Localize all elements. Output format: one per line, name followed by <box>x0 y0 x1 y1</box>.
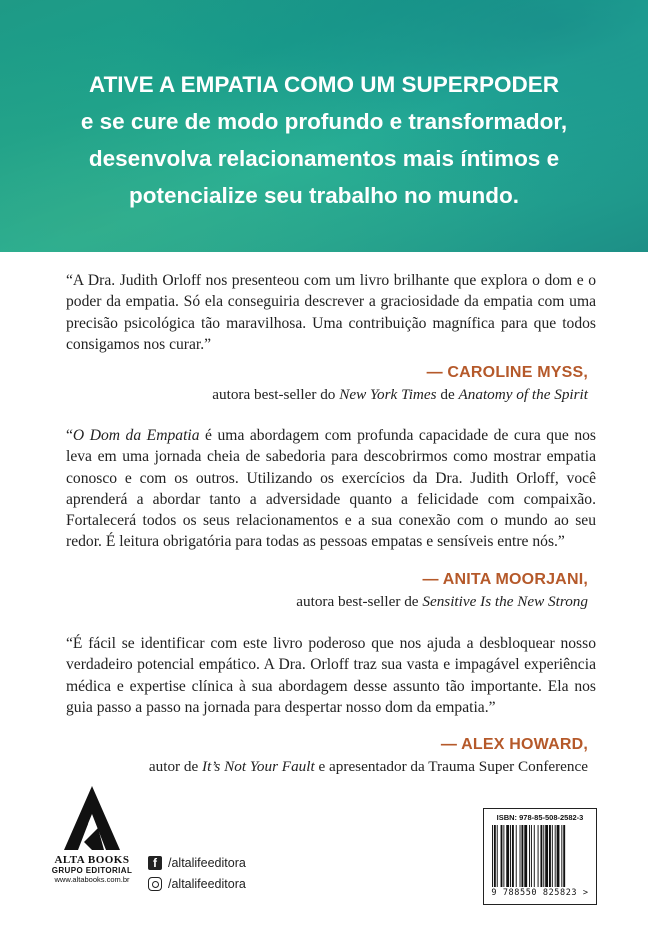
credit-text: autora best-seller de <box>296 593 423 610</box>
testimonial-2 <box>66 425 596 553</box>
instagram-text: /altalifeeditora <box>168 877 246 891</box>
quote-mark: “ <box>66 427 73 444</box>
testimonial-1-text: “A Dra. Judith Orloff nos presenteou com um livro brilhante que explora o dom e o poder da empatia. Só ela conseguiria descrever a graciosidade da empatia com uma precisão psicológica tão maravilhosa. Uma contribuição magnífica para que todos consigamos nos curar.” <box>66 272 596 353</box>
isbn-label: ISBN: 978-85-508-2582-3 <box>496 813 584 822</box>
barcode-bar <box>510 825 511 887</box>
publisher-logo <box>46 784 138 884</box>
barcode-bar <box>534 825 535 887</box>
barcode-bar <box>516 825 517 887</box>
barcode-bar <box>503 825 504 887</box>
credit-italic: Anatomy of the Spirit <box>458 386 588 403</box>
testimonial-3 <box>66 633 596 718</box>
facebook-icon: f <box>148 856 162 870</box>
barcode-bar <box>497 825 498 887</box>
barcode-bar <box>538 825 539 887</box>
instagram-icon <box>148 877 162 891</box>
credit-text: autor de <box>148 758 203 775</box>
testimonial-2-credit <box>296 593 588 611</box>
testimonial-3-text: “É fácil se identificar com este livro poderoso que nos ajuda a desbloquear nosso verdadeiro potencial empático. A Dra. Orloff traz sua vasta e impagável experiência médica e expertise clínica à sua abordagem desse assunto tão importante. Ela nos guia passo a passo na jornada para despertar nosso dom da empatia.” <box>66 635 596 716</box>
testimonial-2-text <box>66 425 596 553</box>
barcode-bar <box>561 825 562 887</box>
barcode-bar <box>524 825 527 887</box>
instagram-handle <box>148 877 246 891</box>
barcode-bar <box>494 825 496 887</box>
hero-line-1: ATIVE A EMPATIA COMO UM SUPERPODER <box>88 72 560 97</box>
publisher-subtitle: GRUPO EDITORIAL <box>51 866 133 875</box>
barcode-bar <box>563 825 565 887</box>
testimonial-3-credit <box>149 758 588 776</box>
barcode-bars <box>492 825 588 887</box>
testimonial-1 <box>66 270 596 355</box>
barcode-bar <box>506 825 509 887</box>
hero-line-3: desenvolva relacionamentos mais íntimos e <box>88 146 560 171</box>
hero-line-4: potencialize seu trabalho no mundo. <box>128 183 520 208</box>
facebook-handle <box>148 856 246 870</box>
credit-italic: New York Times <box>339 386 437 403</box>
barcode-bar <box>552 825 553 887</box>
barcode-bar <box>501 825 503 887</box>
credit-text: autora best-seller do <box>212 386 340 403</box>
barcode-bar <box>529 825 530 887</box>
alta-books-logo-icon <box>62 784 122 852</box>
barcode-digits: 9 788550 825823 > <box>491 888 589 898</box>
barcode-bar <box>555 825 556 887</box>
testimonial-3-author: — ALEX HOWARD, <box>440 736 588 753</box>
barcode-bar <box>520 825 521 887</box>
testimonial-2-body: é uma abordagem com profunda capacidade de cura que nos leva em uma jornada cheia de sabedoria para descobrirmos como mostrar empatia conosco e com os outros. Utilizando os exercícios da Dra. Judith Orloff, você aprenderá a abordar tanto a adversidade quanto a felicidade com compaixão. Fortalecerá todos os seus relacionamentos e a sua conexão com o mundo ao seu redor. É leitura obrigatória para todas as pessoas empatas e sensíveis entre nós.” <box>66 427 596 551</box>
barcode-bar <box>521 825 523 887</box>
barcode-bar <box>557 825 560 887</box>
credit-italic: It’s Not Your Fault <box>202 758 315 775</box>
barcode-bar <box>531 825 532 887</box>
hero-line-2: e se cure de modo profundo e transformador, <box>80 109 568 134</box>
barcode-bar <box>545 825 548 887</box>
publisher-name: ALTA BOOKS <box>54 854 130 866</box>
barcode-bar <box>512 825 514 887</box>
facebook-text: /altalifeeditora <box>168 856 246 870</box>
testimonial-1-author: — CAROLINE MYSS, <box>426 364 588 381</box>
hero-headline <box>0 66 648 214</box>
barcode-bar <box>540 825 542 887</box>
barcode <box>483 808 597 905</box>
credit-text: e apresentador da Trauma Super Conference <box>314 758 588 775</box>
book-title: O Dom da Empatia <box>72 427 200 444</box>
barcode-bar <box>543 825 544 887</box>
testimonial-2-author: — ANITA MOORJANI, <box>422 571 588 588</box>
hero-banner <box>0 0 648 252</box>
barcode-bar <box>549 825 551 887</box>
barcode-bar <box>492 825 493 887</box>
credit-italic: Sensitive Is the New Strong <box>422 593 588 610</box>
testimonial-1-credit <box>212 386 588 404</box>
credit-text: de <box>436 386 459 403</box>
publisher-url: www.altabooks.com.br <box>54 875 130 884</box>
